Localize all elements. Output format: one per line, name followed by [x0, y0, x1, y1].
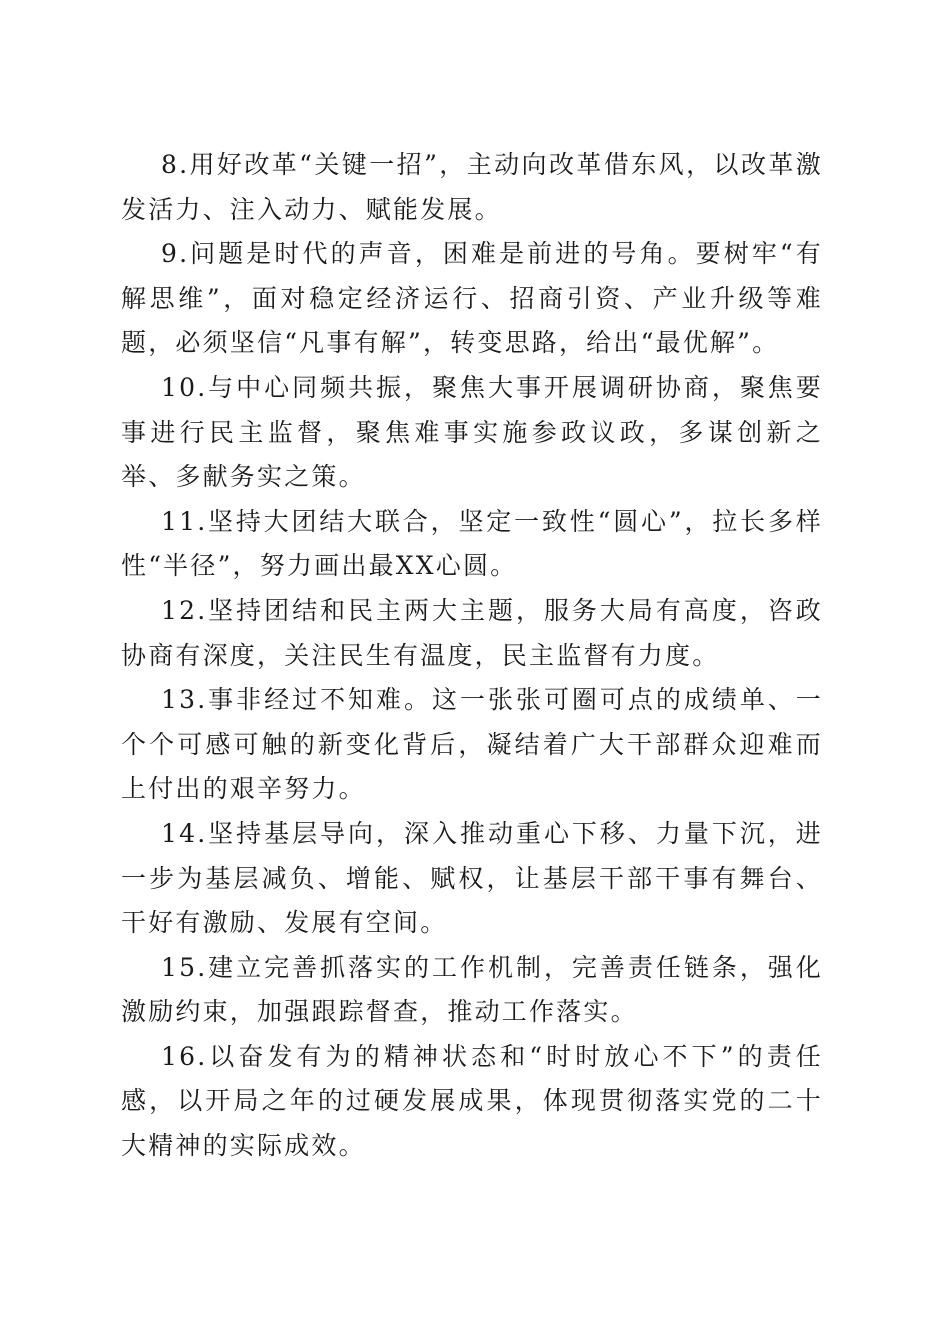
paragraph-16: 16.以奋发有为的精神状态和“时时放心不下”的责任感，以开局之年的过硬发展成果，体现贯彻落实党的二十大精神的实际成效。	[121, 1041, 823, 1161]
paragraph-10: 10.与中心同频共振，聚焦大事开展调研协商，聚焦要事进行民主监督，聚焦难事实施参政议政，多谋创新之举、多献务实之策。	[121, 372, 823, 492]
paragraph-13: 13.事非经过不知难。这一张张可圈可点的成绩单、一个个可感可触的新变化背后，凝结着广大干部群众迎难而上付出的艰辛努力。	[121, 685, 823, 804]
document-body	[121, 143, 823, 1169]
paragraph-9: 9.问题是时代的声音，困难是前进的号角。要树牢“有解思维”，面对稳定经济运行、招商引资、产业升级等难题，必须坚信“凡事有解”，转变思路，给出“最优解”。	[121, 239, 823, 358]
paragraph-14: 14.坚持基层导向，深入推动重心下移、力量下沉，进一步为基层减负、增能、赋权，让基层干部干事有舞台、干好有激励、发展有空间。	[121, 818, 823, 938]
paragraph-12: 12.坚持团结和民主两大主题，服务大局有高度，咨政协商有深度，关注民生有温度，民主监督有力度。	[121, 595, 823, 670]
paragraph-15: 15.建立完善抓落实的工作机制，完善责任链条，强化激励约束，加强跟踪督查，推动工作落实。	[121, 952, 823, 1027]
paragraph-8: 8.用好改革“关键一招”，主动向改革借东风，以改革激发活力、注入动力、赋能发展。	[121, 150, 823, 224]
paragraph-11: 11.坚持大团结大联合，坚定一致性“圆心”，拉长多样性“半径”，努力画出最XX心圆。	[121, 506, 823, 581]
